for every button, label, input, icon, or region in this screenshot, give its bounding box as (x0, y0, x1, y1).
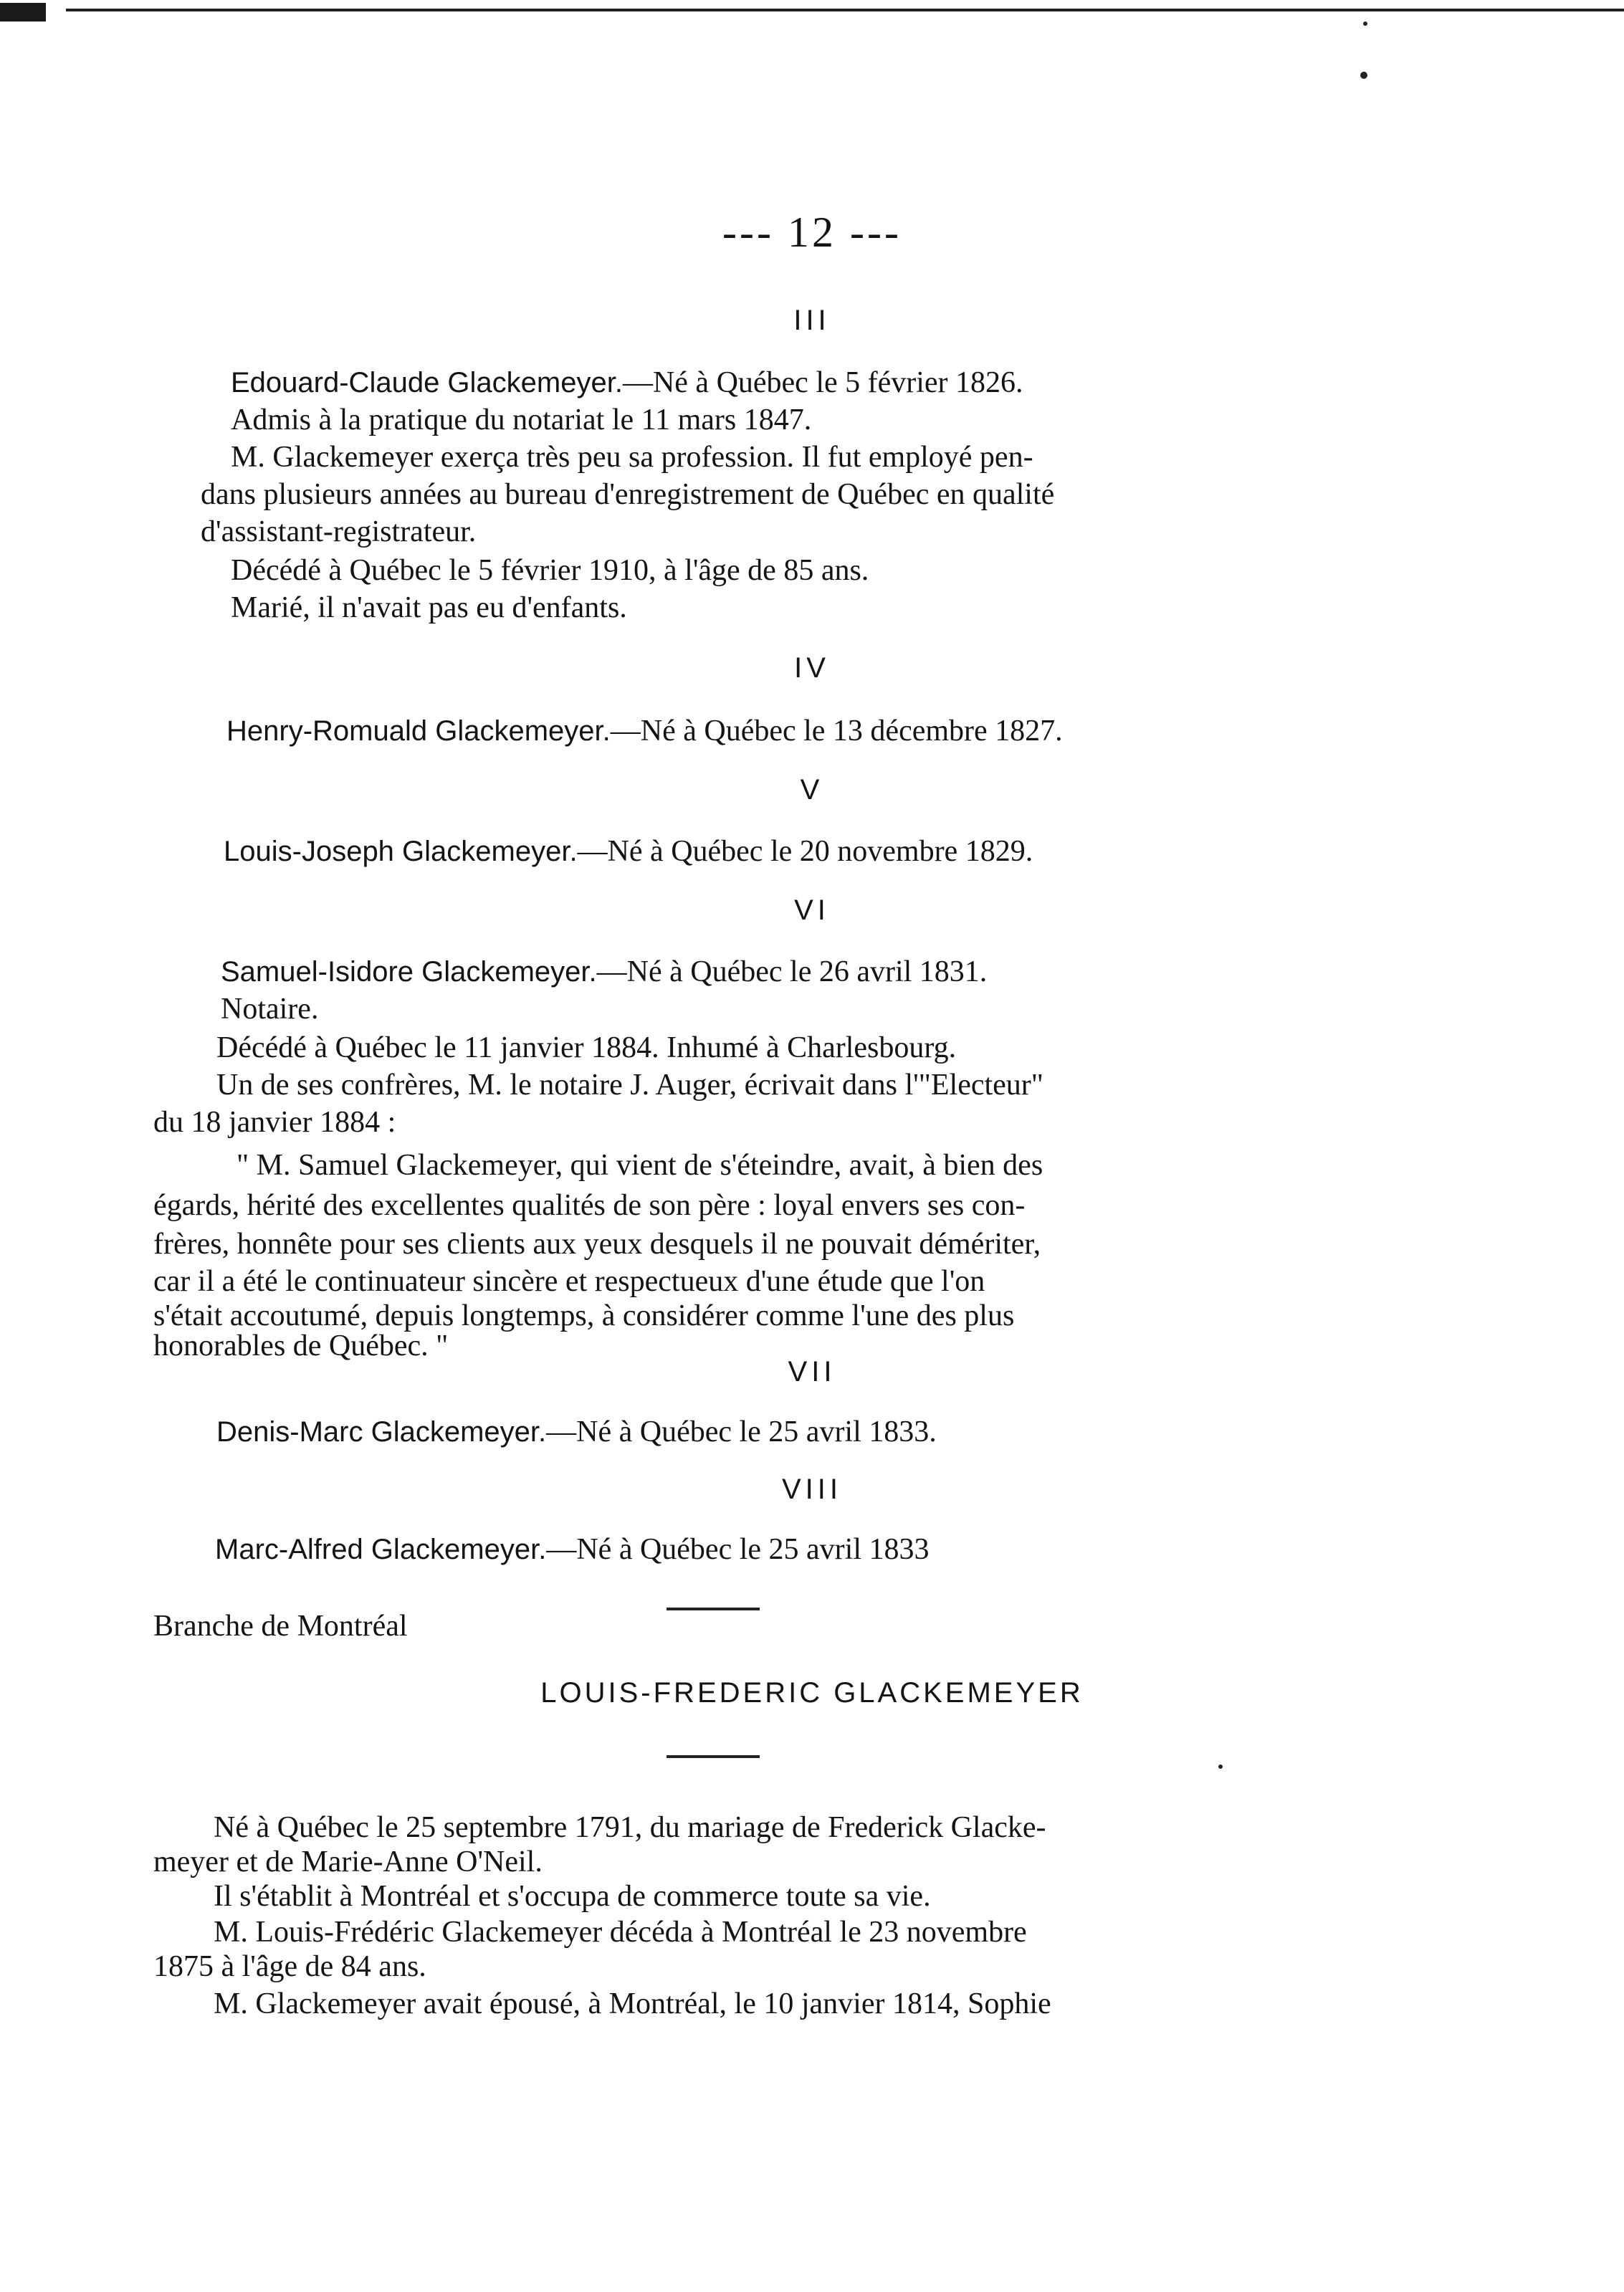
section-line: frères, honnête pour ses clients aux yeux desquels il ne pouvait démériter, (153, 1228, 1041, 1261)
body-line: Il s'établit à Montréal et s'occupa de commerce toute sa vie. (214, 1880, 931, 1913)
body-line: Né à Québec le 25 septembre 1791, du mariage de Frederick Glacke- (214, 1811, 1046, 1844)
section-line: s'était accoutumé, depuis longtemps, à considérer comme l'une des plus (153, 1299, 1015, 1332)
section-line: Henry-Romuald Glackemeyer.—Né à Québec le 13 décembre 1827. (226, 715, 1063, 748)
section-numeral: IV (794, 652, 830, 684)
section-line: Notaire. (221, 993, 319, 1026)
section-heading: LOUIS-FREDERIC GLACKEMEYER (540, 1677, 1084, 1709)
section-line: dans plusieurs années au bureau d'enregistrement de Québec en qualité (201, 478, 1055, 511)
section-line: Admis à la pratique du notariat le 11 mars 1847. (231, 404, 812, 436)
section-line: Samuel-Isidore Glackemeyer.—Né à Québec le 26 avril 1831. (221, 955, 988, 988)
section-numeral: VI (794, 894, 830, 926)
speck (1363, 22, 1367, 26)
body-line: 1875 à l'âge de 84 ans. (153, 1950, 426, 1983)
section-line: égards, hérité des excellentes qualités de son père : loyal envers ses con- (153, 1189, 1026, 1222)
section-numeral: V (800, 774, 824, 806)
person-name: Marc-Alfred Glackemeyer. (215, 1534, 547, 1565)
section-numeral: VIII (781, 1474, 843, 1505)
body-line: M. Glackemeyer avait épousé, à Montréal, le 10 janvier 1814, Sophie (214, 1987, 1051, 2020)
section-line: du 18 janvier 1884 : (153, 1106, 396, 1139)
top-rule (66, 9, 1624, 11)
section-line: d'assistant-registrateur. (201, 515, 477, 548)
person-name: Denis-Marc Glackemeyer. (216, 1416, 547, 1448)
person-name: Louis-Joseph Glackemeyer. (224, 836, 578, 867)
section-line: Edouard-Claude Glackemeyer.—Né à Québec le 5 février 1826. (231, 366, 1023, 399)
section-line: Louis-Joseph Glackemeyer.—Né à Québec le 20 novembre 1829. (224, 835, 1033, 868)
separator-rule (667, 1608, 760, 1610)
body-line: M. Louis-Frédéric Glackemeyer décéda à Montréal le 23 novembre (214, 1916, 1027, 1949)
page-number: --- 12 --- (722, 209, 902, 256)
section-line: Denis-Marc Glackemeyer.—Né à Québec le 25 avril 1833. (216, 1415, 937, 1448)
section-line: Marc-Alfred Glackemeyer.—Né à Québec le 25 avril 1833 (215, 1533, 930, 1566)
section-numeral: VII (788, 1356, 836, 1388)
person-name: Henry-Romuald Glackemeyer. (226, 715, 611, 747)
section-line: Décédé à Québec le 11 janvier 1884. Inhumé à Charlesbourg. (216, 1031, 957, 1064)
section-line: car il a été le continuateur sincère et respectueux d'une étude que l'on (153, 1265, 985, 1298)
section-line: honorables de Québec. " (153, 1329, 449, 1362)
section-line: Décédé à Québec le 5 février 1910, à l'âge de 85 ans. (231, 554, 869, 587)
scan-artifact-mark (0, 3, 46, 22)
section-line: Marié, il n'avait pas eu d'enfants. (231, 591, 627, 624)
speck (1218, 1765, 1223, 1769)
section-line: " M. Samuel Glackemeyer, qui vient de s'éteindre, avait, à bien des (237, 1149, 1043, 1182)
section-numeral: III (793, 305, 831, 336)
separator-rule (667, 1755, 760, 1758)
speck (1360, 72, 1367, 79)
person-name: Samuel-Isidore Glackemeyer. (221, 956, 597, 988)
body-line: meyer et de Marie-Anne O'Neil. (153, 1845, 543, 1878)
person-name: Edouard-Claude Glackemeyer. (231, 367, 623, 398)
section-line: Un de ses confrères, M. le notaire J. Auger, écrivait dans l'"Electeur" (216, 1069, 1043, 1102)
branch-label: Branche de Montréal (153, 1610, 408, 1643)
section-line: M. Glackemeyer exerça très peu sa profession. Il fut employé pen- (231, 441, 1033, 474)
